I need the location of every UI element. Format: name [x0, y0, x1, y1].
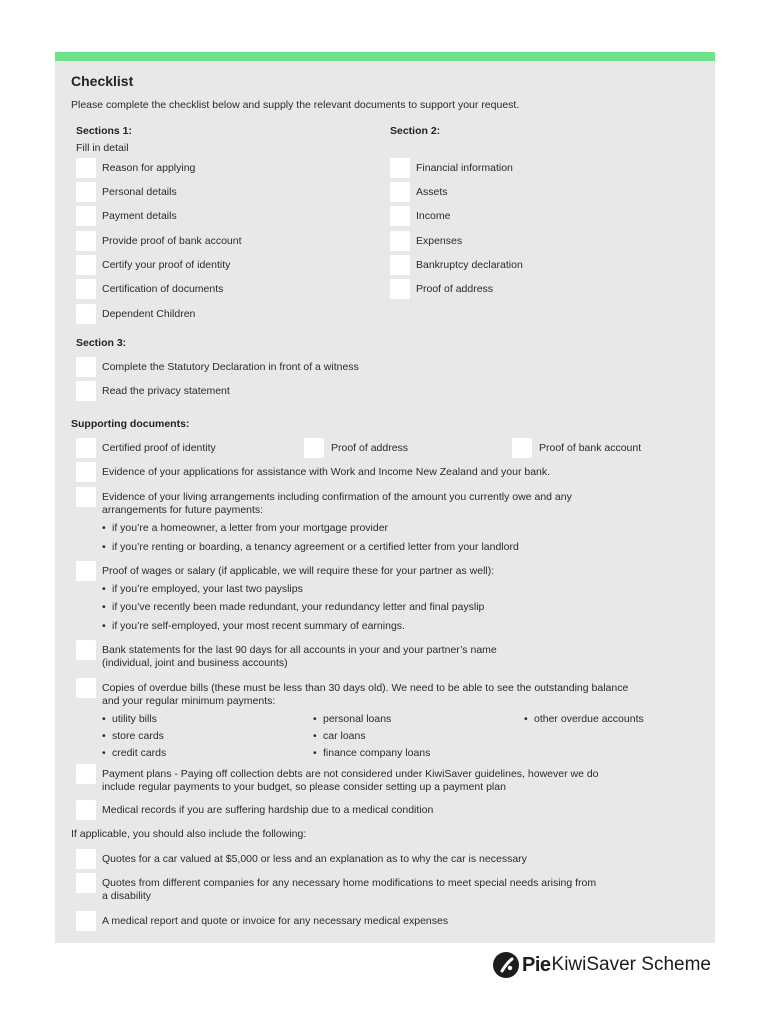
brand-scheme-name: KiwiSaver Scheme — [551, 954, 711, 975]
checkbox-label: Proof of address — [416, 283, 494, 295]
intro-text: Please complete the checklist below and supply the relevant documents to support your request. — [71, 99, 520, 111]
checkbox-label: Proof of address — [331, 442, 409, 454]
checkbox-payment-plans[interactable] — [76, 764, 96, 784]
checkbox-certification-of-documents[interactable] — [76, 279, 96, 299]
checkbox-label: Certify your proof of identity — [102, 259, 231, 271]
checkbox-label: Read the privacy statement — [102, 385, 230, 397]
checkbox-label-cont: (individual, joint and business accounts) — [102, 657, 288, 669]
checkbox-label: Quotes from different companies for any necessary home modifications to meet special needs arising from — [102, 877, 597, 889]
checkbox-label: Certification of documents — [102, 283, 224, 295]
checkbox-label: Payment details — [102, 210, 177, 222]
list-item: • if you’re renting or boarding, a tenancy agreement or a certified letter from your landlord — [102, 541, 519, 554]
checkbox-bank-statements[interactable] — [76, 640, 96, 660]
checkbox-label: Provide proof of bank account — [102, 235, 242, 247]
pie-logo-icon — [493, 952, 519, 978]
checkbox-proof-of-wages[interactable] — [76, 561, 96, 581]
checkbox-label: Payment plans - Paying off collection debts are not considered under KiwiSaver guidelines, however we do — [102, 768, 599, 780]
checkbox-evidence-assistance[interactable] — [76, 462, 96, 482]
checkbox-label-cont: a disability — [102, 890, 152, 902]
supporting-heading: Supporting documents: — [71, 418, 190, 430]
checkbox-certify-identity[interactable] — [76, 255, 96, 275]
list-item: • car loans — [313, 730, 366, 743]
brand-pie: Pie — [522, 953, 551, 976]
list-item: • utility bills — [102, 713, 157, 726]
list-item: • personal loans — [313, 713, 391, 726]
checkbox-label: Certified proof of identity — [102, 442, 216, 454]
checkbox-financial-information[interactable] — [390, 158, 410, 178]
list-item: • store cards — [102, 730, 164, 743]
checkbox-home-modifications[interactable] — [76, 873, 96, 893]
checkbox-bankruptcy-declaration[interactable] — [390, 255, 410, 275]
checkbox-label: Copies of overdue bills (these must be less than 30 days old). We need to be able to see the outstanding balance — [102, 682, 629, 694]
checkbox-label: Bank statements for the last 90 days for all accounts in your and your partner’s name — [102, 644, 497, 656]
checkbox-evidence-living[interactable] — [76, 487, 96, 507]
checkbox-label: Income — [416, 210, 451, 222]
checkbox-label: Evidence of your applications for assistance with Work and Income New Zealand and your bank. — [102, 466, 551, 478]
checkbox-label: Expenses — [416, 235, 463, 247]
checkbox-supporting-proof-of-bank-account[interactable] — [512, 438, 532, 458]
list-item: • if you’ve recently been made redundant, your redundancy letter and final payslip — [102, 601, 484, 614]
checkbox-label: Proof of wages or salary (if applicable, we will require these for your partner as well): — [102, 565, 495, 577]
checkbox-overdue-bills[interactable] — [76, 678, 96, 698]
section1-heading: Sections 1: — [76, 125, 133, 137]
checkbox-label: Complete the Statutory Declaration in front of a witness — [102, 361, 359, 373]
checkbox-supporting-proof-of-address[interactable] — [304, 438, 324, 458]
checkbox-label: A medical report and quote or invoice for any necessary medical expenses — [102, 915, 449, 927]
applicable-heading: If applicable, you should also include the following: — [71, 828, 307, 840]
checkbox-label: Proof of bank account — [539, 442, 642, 454]
checkbox-label-cont: and your regular minimum payments: — [102, 695, 276, 707]
checkbox-label: Financial information — [416, 162, 513, 174]
checkbox-medical-records[interactable] — [76, 800, 96, 820]
checkbox-label: Reason for applying — [102, 162, 196, 174]
checkbox-income[interactable] — [390, 206, 410, 226]
checkbox-label: Bankruptcy declaration — [416, 259, 523, 271]
accent-bar — [55, 52, 715, 61]
section3-heading: Section 3: — [76, 337, 127, 349]
checkbox-label: Personal details — [102, 186, 177, 198]
checkbox-label-cont: include regular payments to your budget, so please consider setting up a payment plan — [102, 781, 506, 793]
checkbox-expenses[interactable] — [390, 231, 410, 251]
checkbox-label: Assets — [416, 186, 448, 198]
checkbox-medical-report[interactable] — [76, 911, 96, 931]
checkbox-privacy-statement[interactable] — [76, 381, 96, 401]
list-item: • if you’re self-employed, your most recent summary of earnings. — [102, 620, 405, 633]
checkbox-reason-for-applying[interactable] — [76, 158, 96, 178]
checkbox-car-quotes[interactable] — [76, 849, 96, 869]
checkbox-payment-details[interactable] — [76, 206, 96, 226]
page-title: Checklist — [71, 73, 134, 89]
brand-logo — [493, 951, 711, 979]
section1-subheading: Fill in detail — [76, 142, 129, 154]
section2-heading: Section 2: — [390, 125, 441, 137]
list-item: • credit cards — [102, 747, 166, 760]
checkbox-label: Medical records if you are suffering hardship due to a medical condition — [102, 804, 434, 816]
checkbox-label: Dependent Children — [102, 308, 196, 320]
list-item: • if you’re a homeowner, a letter from your mortgage provider — [102, 522, 388, 535]
checkbox-statutory-declaration[interactable] — [76, 357, 96, 377]
list-item: • finance company loans — [313, 747, 430, 760]
checkbox-label: Evidence of your living arrangements including confirmation of the amount you currently owe and any — [102, 491, 572, 503]
checkbox-proof-of-address[interactable] — [390, 279, 410, 299]
checkbox-personal-details[interactable] — [76, 182, 96, 202]
checkbox-dependent-children[interactable] — [76, 304, 96, 324]
list-item: • if you’re employed, your last two payslips — [102, 583, 303, 596]
checkbox-label-cont: arrangements for future payments: — [102, 504, 264, 516]
list-item: • other overdue accounts — [524, 713, 644, 726]
checkbox-certified-proof-of-identity[interactable] — [76, 438, 96, 458]
checkbox-proof-of-bank-account[interactable] — [76, 231, 96, 251]
checkbox-assets[interactable] — [390, 182, 410, 202]
checkbox-label: Quotes for a car valued at $5,000 or less and an explanation as to why the car is necessary — [102, 853, 527, 865]
